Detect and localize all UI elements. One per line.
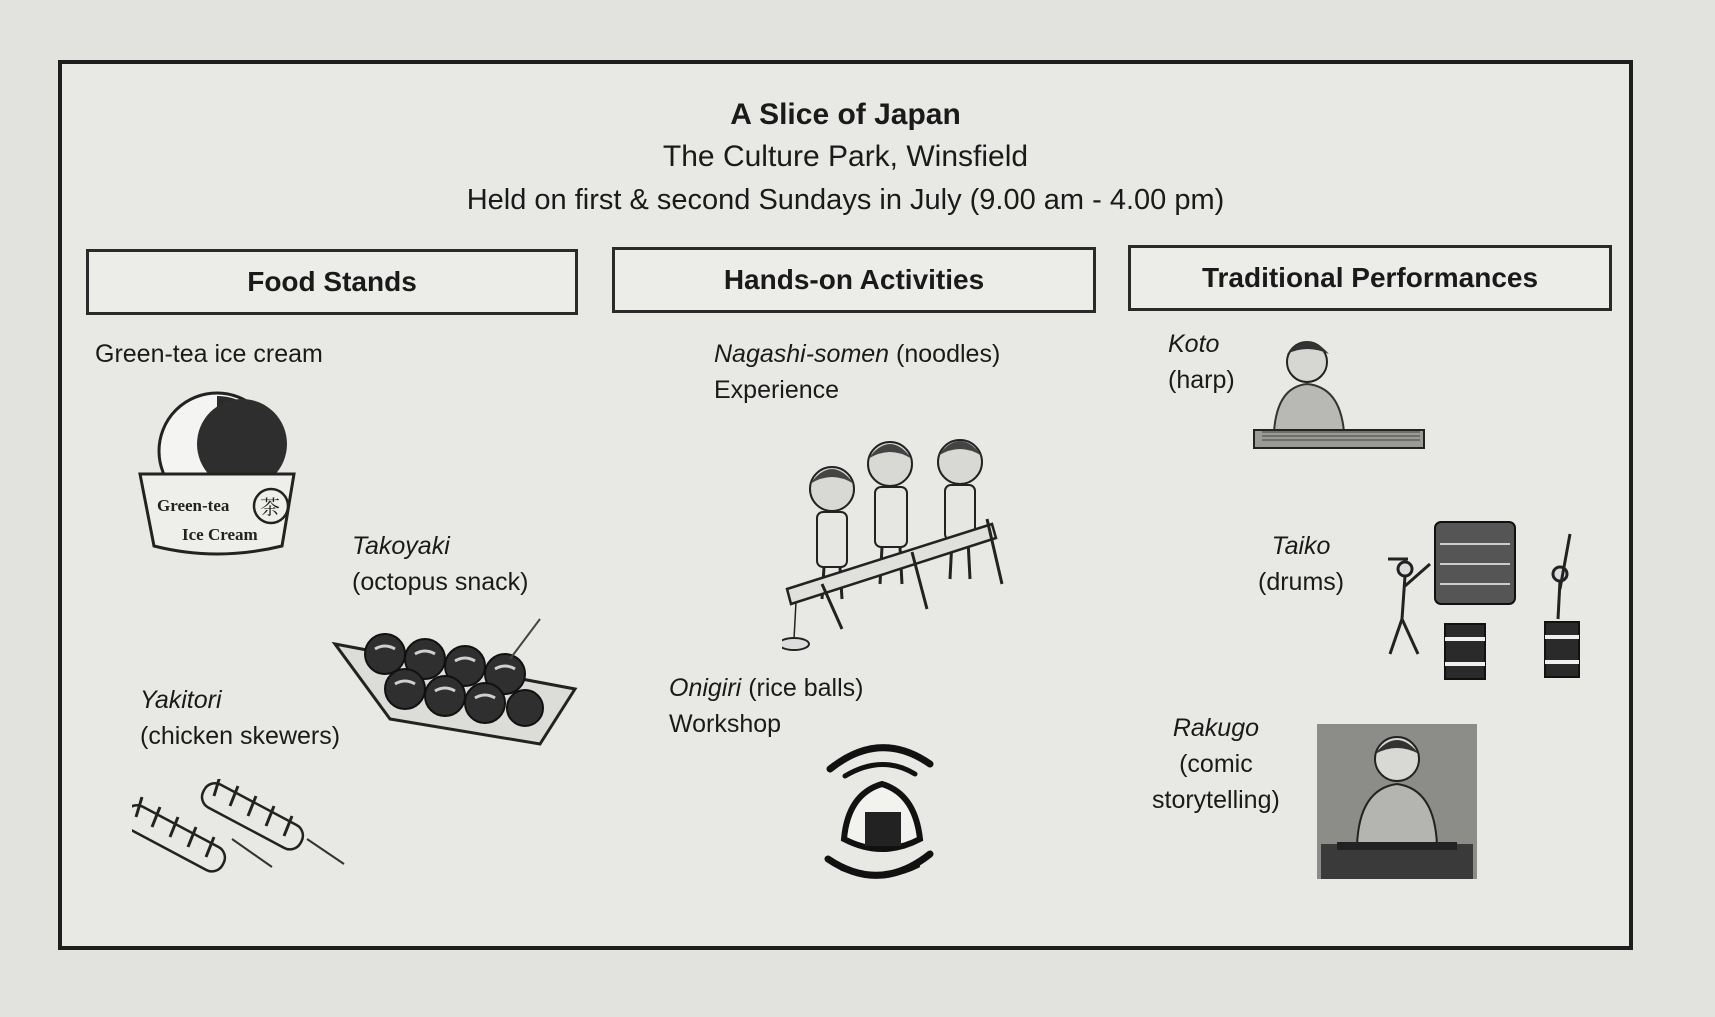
koto-name: Koto (1168, 330, 1220, 358)
poster-frame (58, 60, 1633, 950)
rakugo-label (1152, 710, 1280, 818)
rakugo-name: Rakugo (1172, 714, 1259, 742)
nagashi-somen-label (714, 336, 1000, 408)
ice-cream-cup-illustration (132, 386, 312, 561)
traditional-performances-heading: Traditional Performances (1128, 245, 1612, 311)
yakitori-desc: (chicken skewers) (140, 722, 341, 750)
takoyaki-name: Takoyaki (352, 532, 450, 560)
takoyaki-label (352, 528, 528, 600)
rakugo-desc-line1: (comic (1179, 750, 1253, 778)
onigiri-hands-illustration (820, 734, 950, 894)
koto-label (1168, 326, 1235, 398)
hands-on-activities-heading: Hands-on Activities (612, 247, 1096, 313)
yakitori-label (140, 682, 340, 754)
cup-label-line1: Green-tea (157, 496, 230, 515)
cup-label-line2: Ice Cream (182, 525, 258, 544)
nagashi-somen-suffix: (noodles) (889, 340, 1001, 368)
yakitori-skewers-illustration (132, 779, 362, 899)
koto-desc: (harp) (1168, 366, 1235, 394)
poster-venue: The Culture Park, Winsfield (662, 140, 1029, 173)
taiko-drummers-illustration (1380, 514, 1580, 689)
nagashi-somen-illustration (782, 434, 1022, 654)
rakugo-storyteller-illustration (1317, 724, 1477, 879)
poster-schedule: Held on first & second Sundays in July (9.00 am - 4.00 pm) (466, 184, 1225, 216)
onigiri-suffix: (rice balls) (741, 674, 864, 702)
takoyaki-boat-illustration (330, 604, 590, 754)
poster-title: A Slice of Japan (730, 98, 961, 131)
nagashi-somen-line2: Experience (714, 376, 840, 404)
onigiri-name: Onigiri (669, 674, 742, 702)
koto-player-illustration (1252, 332, 1427, 462)
taiko-name: Taiko (1271, 532, 1331, 560)
nagashi-somen-name: Nagashi-somen (714, 340, 890, 368)
onigiri-label (669, 670, 864, 742)
yakitori-name: Yakitori (140, 686, 222, 714)
onigiri-line2: Workshop (669, 710, 782, 738)
food-stands-heading: Food Stands (86, 249, 578, 315)
takoyaki-desc: (octopus snack) (352, 568, 529, 596)
ice-cream-label: Green-tea ice cream (95, 340, 323, 368)
taiko-label (1258, 528, 1344, 600)
rakugo-desc-line2: storytelling) (1152, 786, 1280, 814)
taiko-desc: (drums) (1258, 568, 1345, 596)
tea-logo-text: 茶 (260, 497, 280, 519)
